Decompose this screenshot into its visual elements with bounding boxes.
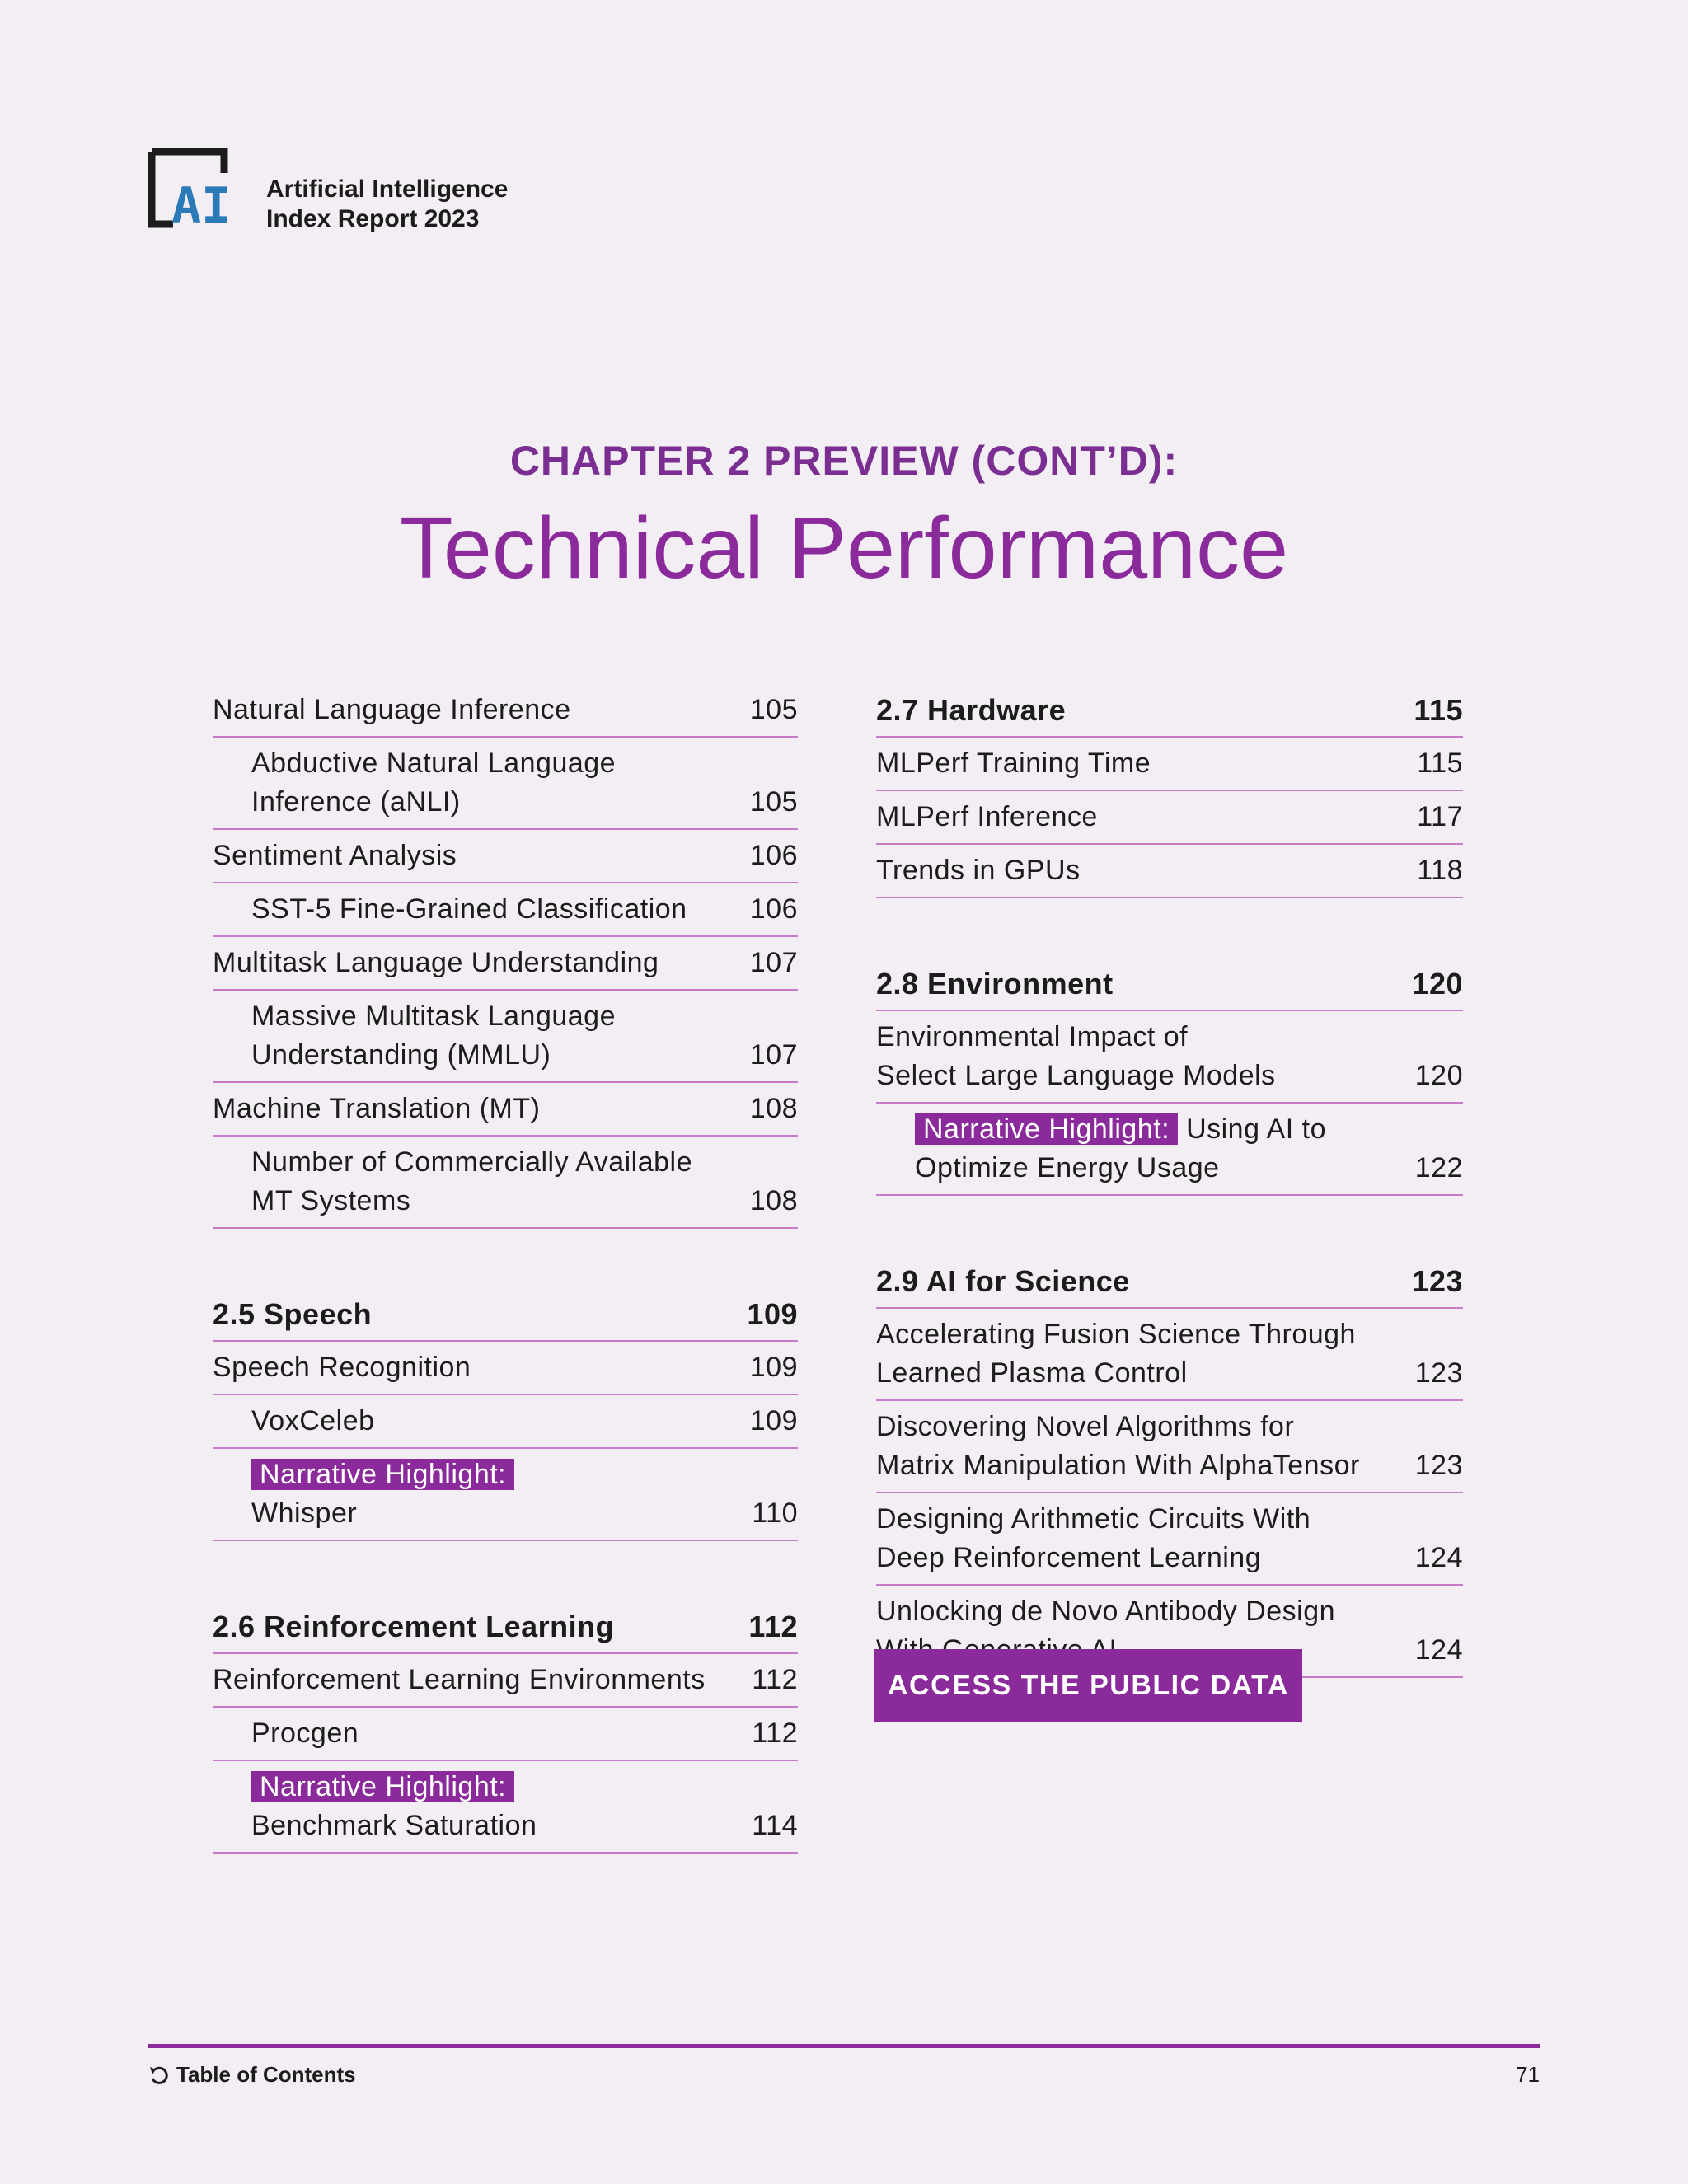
toc-subentry[interactable] [213, 1395, 798, 1449]
toc-entry-label [213, 1143, 740, 1221]
toc-entry[interactable] [213, 830, 798, 883]
section-spacer [213, 1229, 798, 1288]
toc-entry-page: 105 [749, 694, 798, 725]
toc-entry-label [876, 1408, 1405, 1485]
toc-entry-label [876, 1315, 1405, 1393]
toc-entry-label [213, 1768, 740, 1845]
toc-entry-label-line2: MT Systems [251, 1185, 411, 1216]
toc-section-heading[interactable] [876, 958, 1463, 1011]
toc-entry[interactable] [876, 791, 1463, 845]
narrative-highlight-badge: Narrative Highlight: [915, 1113, 1178, 1145]
toc-entry-page: 108 [749, 1093, 798, 1124]
toc-subentry[interactable] [213, 991, 798, 1083]
toc-entry[interactable] [213, 1083, 798, 1137]
toc-entry-label-line2: Whisper [251, 1497, 358, 1529]
report-name [266, 175, 508, 234]
table-of-contents-link[interactable] [148, 2062, 356, 2088]
narrative-highlight-badge: Narrative Highlight: [251, 1771, 514, 1802]
toc-entry-label-line1: Environmental Impact of [876, 1021, 1189, 1052]
toc-entry-label-line1: Discovering Novel Algorithms for [876, 1411, 1295, 1442]
toc-section-heading[interactable] [876, 1255, 1463, 1309]
toc-entry[interactable] [213, 1342, 798, 1395]
toc-entry-label [876, 1500, 1405, 1577]
toc-entry-label: Multitask Language Understanding [213, 947, 659, 978]
toc-entry-label-line1: Number of Commercially Available [251, 1146, 693, 1178]
toc-entry-label [213, 744, 740, 822]
toc-section-page: 123 [1412, 1264, 1463, 1298]
toc-entry-label: SST-5 Fine-Grained Classification [251, 893, 687, 925]
toc-entry[interactable] [213, 1654, 798, 1708]
toc-subentry[interactable] [213, 1708, 798, 1761]
toc-section-heading[interactable] [876, 684, 1463, 738]
return-arrow-icon [148, 2065, 170, 2085]
report-name-line1: Artificial Intelligence [266, 176, 509, 203]
toc-entry-page: 114 [752, 1810, 798, 1841]
toc-left-column [213, 684, 798, 1854]
toc-entry-page: 107 [749, 1039, 798, 1071]
toc-section-label: 2.7 Hardware [876, 693, 1067, 727]
toc-right-column [876, 684, 1463, 1678]
toc-entry-label-line1: Abductive Natural Language [251, 748, 617, 779]
toc-subentry[interactable] [213, 738, 798, 830]
toc-entry-page: 107 [749, 947, 798, 978]
toc-section-label: 2.5 Speech [213, 1297, 373, 1331]
toc-entry-page: 124 [1414, 1542, 1463, 1573]
toc-entry[interactable] [876, 845, 1463, 898]
toc-entry-page: 110 [752, 1497, 798, 1529]
logo-letters: AI [171, 177, 232, 229]
toc-subentry-narrative[interactable] [213, 1761, 798, 1854]
toc-entry-label [213, 1455, 740, 1533]
toc-entry-label: Procgen [251, 1718, 359, 1749]
toc-entry[interactable] [213, 684, 798, 738]
toc-entry-label-line1: Designing Arithmetic Circuits With [876, 1503, 1311, 1535]
toc-entry-label-line2: Matrix Manipulation With AlphaTensor [876, 1450, 1360, 1481]
toc-entry[interactable] [876, 1309, 1463, 1401]
toc-entry-page: 108 [749, 1185, 798, 1216]
toc-entry-label-line2: Understanding (MMLU) [251, 1039, 551, 1071]
toc-entry-label [213, 997, 740, 1075]
toc-entry-label: VoxCeleb [251, 1405, 375, 1436]
toc-section-page: 115 [1414, 693, 1463, 727]
toc-section-page: 120 [1412, 967, 1463, 1001]
toc-entry-label-line2: Learned Plasma Control [876, 1357, 1188, 1389]
toc-section-label: 2.9 AI for Science [876, 1264, 1130, 1298]
toc-entry-label: MLPerf Inference [876, 801, 1098, 832]
toc-entry-page: 123 [1414, 1357, 1463, 1389]
toc-entry-page: 106 [749, 893, 798, 925]
toc-entry-label: Sentiment Analysis [213, 840, 457, 871]
toc-entry-page: 109 [749, 1405, 798, 1436]
toc-entry-page: 123 [1414, 1450, 1463, 1481]
toc-entry-label: Speech Recognition [213, 1352, 471, 1383]
toc-entry-label: Trends in GPUs [876, 855, 1081, 886]
toc-entry-page: 109 [749, 1352, 798, 1383]
access-public-data-button[interactable]: ACCESS THE PUBLIC DATA [874, 1649, 1302, 1722]
section-spacer [876, 898, 1463, 958]
toc-entry-label: Reinforcement Learning Environments [213, 1664, 706, 1695]
toc-entry[interactable] [876, 1401, 1463, 1493]
toc-section-label: 2.6 Reinforcement Learning [213, 1610, 615, 1643]
toc-section-label: 2.8 Environment [876, 967, 1114, 1001]
toc-entry-label-line1: Unlocking de Novo Antibody Design [876, 1596, 1336, 1627]
toc-entry-page: 115 [1417, 748, 1463, 779]
toc-entry-label: Machine Translation (MT) [213, 1093, 541, 1124]
toc-subentry[interactable] [213, 1137, 798, 1229]
toc-section-heading[interactable] [213, 1288, 798, 1342]
narrative-highlight-badge: Narrative Highlight: [251, 1459, 514, 1490]
report-name-line2: Index Report 2023 [266, 205, 480, 232]
page-number: 71 [1516, 2062, 1540, 2087]
toc-entry-label-line2: Optimize Energy Usage [915, 1152, 1220, 1183]
section-spacer [213, 1541, 798, 1601]
toc-entry[interactable] [876, 1011, 1463, 1104]
toc-entry[interactable] [876, 738, 1463, 791]
toc-entry-page: 112 [752, 1718, 798, 1749]
toc-entry[interactable] [876, 1493, 1463, 1586]
toc-section-heading[interactable] [213, 1601, 798, 1654]
toc-entry-label: Natural Language Inference [213, 694, 571, 725]
toc-entry-page: 117 [1417, 801, 1463, 832]
toc-entry-page: 112 [752, 1664, 798, 1695]
chapter-title: Technical Performance [399, 499, 1289, 597]
table-of-contents-label: Table of Contents [176, 2062, 356, 2087]
toc-entry[interactable] [213, 937, 798, 991]
toc-entry-label [876, 1018, 1405, 1095]
toc-entry-page: 118 [1417, 855, 1463, 886]
toc-entry-label: MLPerf Training Time [876, 748, 1151, 779]
toc-subentry-narrative[interactable] [213, 1449, 798, 1541]
toc-section-page: 112 [748, 1610, 798, 1643]
toc-entry-label-line2: Select Large Language Models [876, 1060, 1276, 1091]
toc-section-page: 109 [747, 1297, 798, 1331]
toc-entry-page: 124 [1414, 1634, 1463, 1666]
ai-index-logo [148, 147, 239, 229]
toc-entry-page: 120 [1414, 1060, 1463, 1091]
footer-rule [148, 2044, 1540, 2048]
toc-entry-label [876, 1110, 1405, 1188]
toc-entry-page: 122 [1414, 1152, 1463, 1183]
toc-subentry[interactable] [213, 883, 798, 937]
chapter-kicker: CHAPTER 2 PREVIEW (CONT’D): [509, 438, 1179, 484]
toc-entry-label-tail: Using AI to [1178, 1113, 1326, 1145]
toc-entry-label-line2: Inference (aNLI) [251, 786, 461, 818]
toc-entry-page: 106 [749, 840, 798, 871]
section-spacer [876, 1196, 1463, 1255]
toc-entry-label-line2: Benchmark Saturation [251, 1810, 537, 1841]
toc-entry-label-line1: Accelerating Fusion Science Through [876, 1319, 1356, 1350]
toc-subentry-narrative[interactable] [876, 1104, 1463, 1196]
toc-entry-label-line2: Deep Reinforcement Learning [876, 1542, 1262, 1573]
toc-entry-label-line1: Massive Multitask Language [251, 1001, 617, 1032]
toc-entry-page: 105 [749, 786, 798, 818]
